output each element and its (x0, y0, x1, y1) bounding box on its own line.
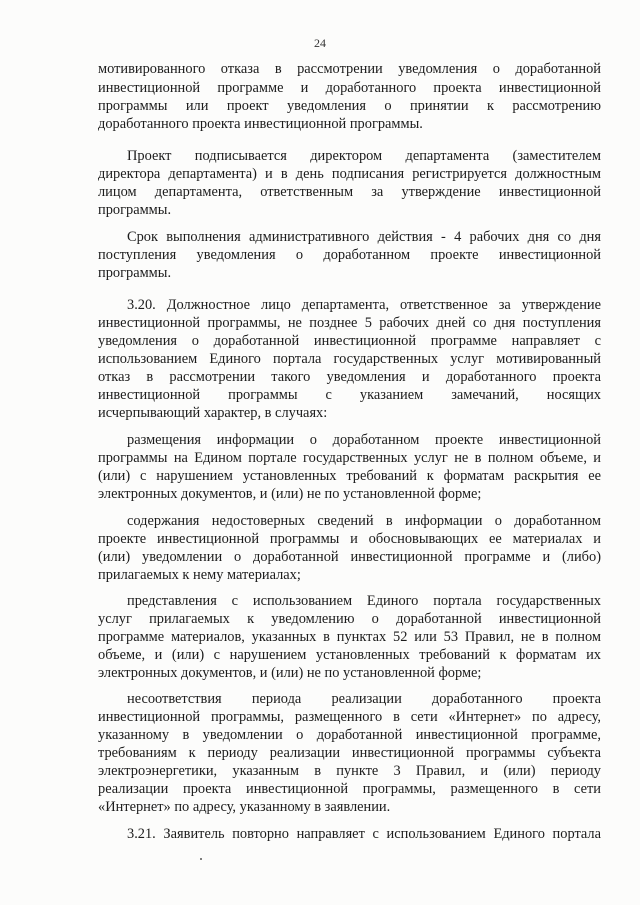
text-line: Проект подписывается директором департамента (заместителем (127, 148, 601, 164)
text-line: требованиям к периоду реализации инвестиционной программы субъекта (98, 745, 601, 761)
text-line: содержания недостоверных сведений в информации о доработанном (127, 513, 601, 529)
text-line: программы. (98, 265, 172, 281)
text-line: объеме, и (или) с нарушением установленных требований к форматам их (98, 647, 601, 663)
text-line: инвестиционной программе и доработанного проекта инвестиционной (98, 80, 601, 96)
text-line: инвестиционной программы с указанием замечаний, носящих (98, 387, 601, 403)
text-line: лицом департамента, ответственным за утверждение инвестиционной (98, 184, 601, 200)
text-line: Срок выполнения административного действия - 4 рабочих дня со дня (127, 229, 601, 245)
text-line: представления с использованием Единого портала государственных (127, 593, 601, 609)
page-number: 24 (314, 36, 326, 50)
text-line: указанному в уведомлении о доработанной инвестиционной программе, (98, 727, 601, 743)
text-line: размещения информации о доработанном проекте инвестиционной (127, 432, 601, 448)
text-line: 3.20. Должностное лицо департамента, ответственное за утверждение (127, 297, 601, 313)
text-line: доработанного проекта инвестиционной программы. (98, 116, 423, 132)
text-line: «Интернет» по адресу, указанному в заявлении. (98, 799, 391, 815)
text-line: использованием Единого портала государственных услуг мотивированный (98, 351, 601, 367)
text-line: программы. (98, 202, 172, 218)
text-line: программе материалов, указанных в пунктах 52 или 53 Правил, не в полном (98, 629, 601, 645)
text-line: услуг прилагаемых к уведомлению о доработанной инвестиционной (98, 611, 601, 627)
text-line: несоответствия периода реализации доработанного проекта (127, 691, 601, 707)
text-line: отказ в рассмотрении такого уведомления и доработанного проекта (98, 369, 601, 385)
text-line: прилагаемых к нему материалах; (98, 567, 301, 583)
text-line: (или) уведомлении о доработанной инвестиционной программе и (либо) (98, 549, 601, 565)
text-line: инвестиционной программы, размещенного в сети «Интернет» по адресу, (98, 709, 601, 725)
text-line: электронных документов, и (или) не по установленной форме; (98, 486, 482, 502)
scan-dot (200, 858, 202, 860)
text-line: исчерпывающий характер, в случаях: (98, 405, 328, 421)
text-line: инвестиционной программы, не позднее 5 рабочих дней со дня поступления (98, 315, 601, 331)
text-line: 3.21. Заявитель повторно направляет с использованием Единого портала (127, 826, 601, 842)
text-line: (или) с нарушением установленных требований к форматам раскрытия ее (98, 468, 601, 484)
text-line: реализации проекта инвестиционной программы, размещенного в сети (98, 781, 601, 797)
text-line: мотивированного отказа в рассмотрении уведомления о доработанной (98, 61, 601, 77)
text-line: проекте инвестиционной программы и обосновывающих ее материалах и (98, 531, 601, 547)
text-line: программы на Едином портале государственных услуг не в полном объеме, и (98, 450, 601, 466)
text-line: электроэнергетики, указанным в пункте 3 Правил, и (или) периоду (98, 763, 601, 779)
text-line: программы или проект уведомления о принятии к рассмотрению (98, 98, 601, 114)
text-line: уведомления о доработанной инвестиционной программе направляет с (98, 333, 601, 349)
text-line: директора департамента) и в день подписания регистрируется должностным (98, 166, 601, 182)
text-line: электронных документов, и (или) не по установленной форме; (98, 665, 482, 681)
text-line: поступления уведомления о доработанном проекте инвестиционной (98, 247, 601, 263)
